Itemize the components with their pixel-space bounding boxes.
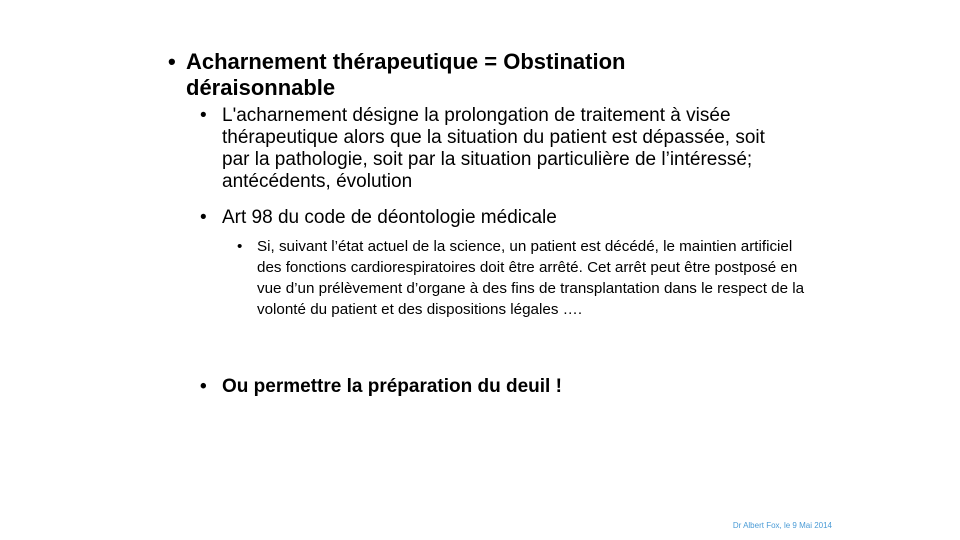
heading-bullet bbox=[168, 49, 748, 101]
article-quote-text: Si, suivant l’état actuel de la science, un patient est décédé, le maintien artificiel des fonctions cardiorespiratoires doit être arrêté. Cet arrêt peut être postposé en vue d’un prélèvement d’organe à des fins de transplantation dans le respect de la volonté du patient et des dispositions légales …. bbox=[257, 238, 805, 318]
slide-heading: Acharnement thérapeutique = Obstination déraisonnable bbox=[186, 49, 626, 100]
mourning-text: Ou permettre la préparation du deuil ! bbox=[222, 376, 562, 397]
article-quote-bullet bbox=[237, 236, 817, 320]
bullet-marker: • bbox=[200, 376, 207, 397]
article-title: Art 98 du code de déontologie médicale bbox=[222, 207, 557, 228]
slide-footer: Dr Albert Fox, le 9 Mai 2014 bbox=[732, 521, 832, 530]
definition-text: L'acharnement désigne la prolongation de traitement à visée thérapeutique alors que la situation du patient est dépassée, soit par la pathologie, soit par la situation particulière de l’intéressé; antécédents, évolution bbox=[222, 105, 765, 192]
bullet-marker: • bbox=[200, 105, 207, 126]
bullet-marker: • bbox=[200, 207, 207, 228]
mourning-bullet bbox=[200, 376, 800, 398]
bullet-marker: • bbox=[168, 49, 176, 74]
definition-bullet bbox=[200, 105, 790, 193]
bullet-marker: • bbox=[237, 238, 243, 255]
article-bullet bbox=[200, 207, 790, 229]
